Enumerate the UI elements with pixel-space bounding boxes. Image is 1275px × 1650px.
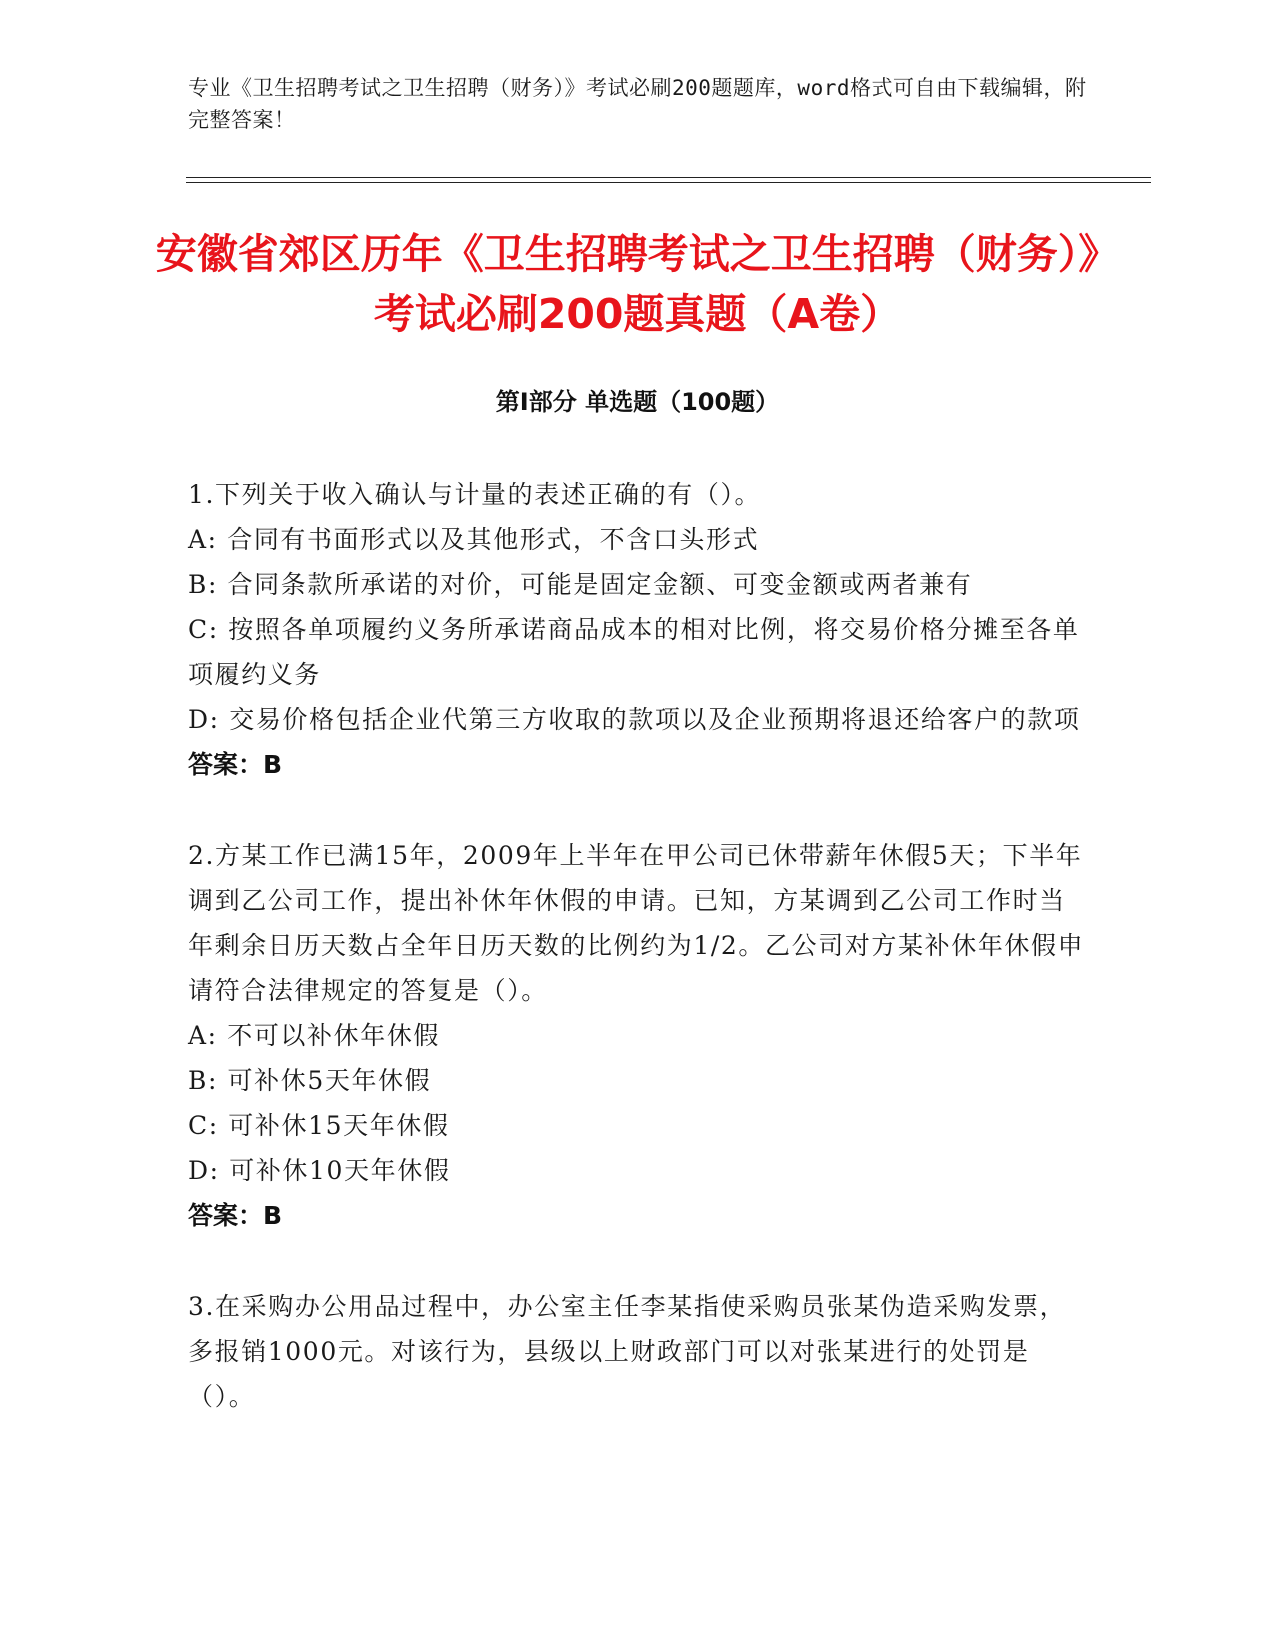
option-c: C: 按照各单项履约义务所承诺商品成本的相对比例，将交易价格分摊至各单项履约义务 xyxy=(188,615,1080,689)
header-note: 专业《卫生招聘考试之卫生招聘（财务）》考试必刷200题题库，word格式可自由下载编辑，附完整答案！ xyxy=(188,76,1087,132)
question-1 xyxy=(188,472,1088,787)
header-divider-bottom xyxy=(186,182,1151,183)
question-2 xyxy=(188,833,1088,1238)
section-heading: 第I部分 单选题（100题） xyxy=(495,388,780,416)
header-divider-top xyxy=(186,177,1151,178)
option-c: C: 可补休15天年休假 xyxy=(188,1111,450,1140)
option-b: B: 合同条款所承诺的对价，可能是固定金额、可变金额或两者兼有 xyxy=(188,570,973,599)
question-stem: 2.方某工作已满15年，2009年上半年在甲公司已休带薪年休假5天；下半年调到乙公司工作，提出补休年休假的申请。已知，方某调到乙公司工作时当年剩余日历天数占全年日历天数的比例约为1/2。乙公司对方某补休年休假申请符合法律规定的答复是（）。 xyxy=(188,841,1085,1005)
option-b: B: 可补休5天年休假 xyxy=(188,1066,432,1095)
question-list xyxy=(188,472,1088,1465)
answer-line: 答案：B xyxy=(188,1201,283,1230)
document-title: 安徽省郊区历年《卫生招聘考试之卫生招聘（财务）》考试必刷200题真题（A卷） xyxy=(155,230,1120,338)
option-a: A: 不可以补休年休假 xyxy=(188,1021,441,1050)
option-a: A: 合同有书面形式以及其他形式，不含口头形式 xyxy=(188,525,760,554)
question-3 xyxy=(188,1284,1088,1419)
answer-line: 答案：B xyxy=(188,750,283,779)
option-d: D: 交易价格包括企业代第三方收取的款项以及企业预期将退还给客户的款项 xyxy=(188,705,1081,734)
option-d: D: 可补休10天年休假 xyxy=(188,1156,451,1185)
question-stem: 3.在采购办公用品过程中，办公室主任李某指使采购员张某伪造采购发票，多报销1000元。对该行为，县级以上财政部门可以对张某进行的处罚是（）。 xyxy=(188,1292,1067,1411)
question-stem: 1.下列关于收入确认与计量的表述正确的有（）。 xyxy=(188,480,762,509)
